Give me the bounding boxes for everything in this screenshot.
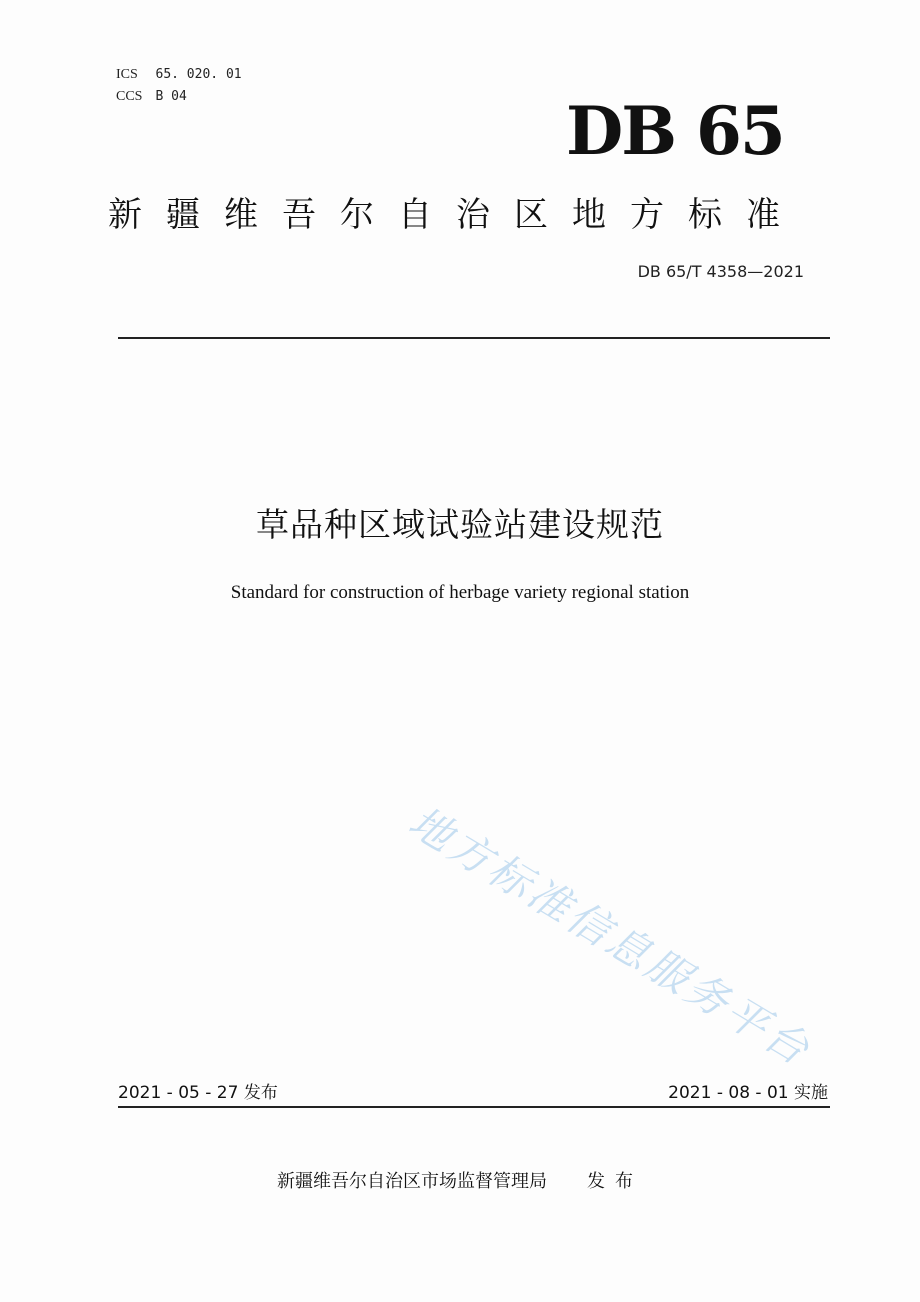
top-divider	[118, 337, 830, 339]
issuer-name: 新疆维吾尔自治区市场监督管理局	[277, 1171, 547, 1192]
db65-logo: DB 65	[566, 92, 784, 170]
ccs-row	[116, 86, 242, 108]
standard-number: DB 65/T 4358—2021	[637, 262, 804, 281]
ics-value: 65. 020. 01	[155, 67, 242, 82]
region-standard-title: 新疆维吾尔自治区地方标准	[108, 195, 804, 235]
implementation-date: 2021 - 08 - 01 实施	[668, 1083, 828, 1103]
bottom-divider	[118, 1106, 830, 1108]
publish-date: 2021 - 05 - 27 发布	[118, 1083, 278, 1103]
ccs-label: CCS	[116, 89, 143, 104]
issuer-line	[0, 1167, 920, 1193]
ics-label: ICS	[116, 67, 138, 82]
english-title: Standard for construction of herbage variety regional station	[230, 582, 690, 603]
watermark: 地方标准信息服务平台	[400, 796, 821, 1076]
issuer-action: 发布	[587, 1171, 643, 1192]
chinese-title: 草品种区域试验站建设规范	[256, 505, 664, 544]
ccs-value: B 04	[155, 89, 187, 104]
ics-row	[116, 64, 242, 86]
classification-codes	[116, 64, 242, 108]
